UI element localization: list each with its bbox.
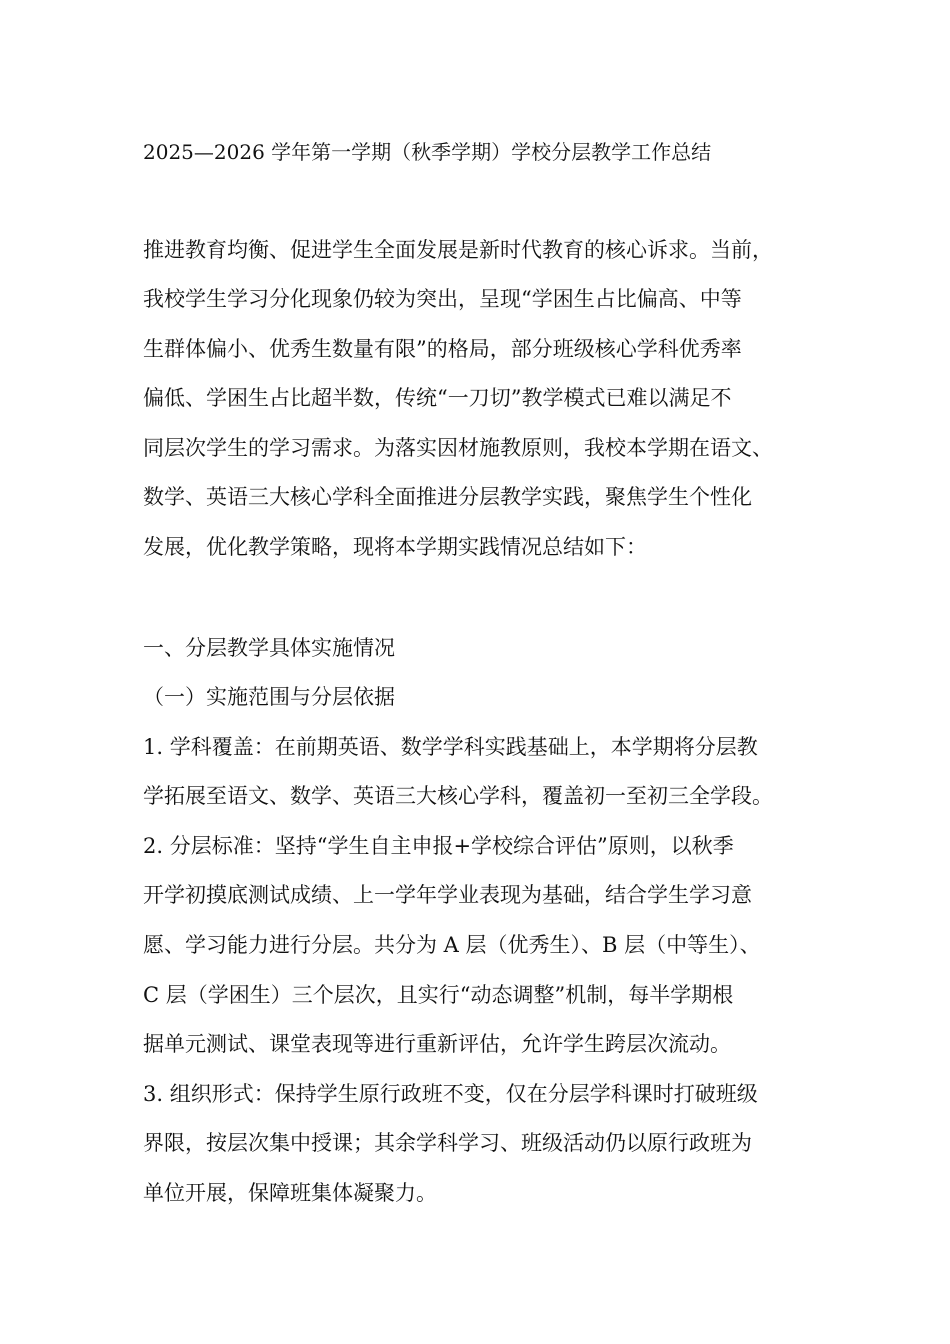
list-item: C 层（学困生）三个层次，且实行“动态调整”机制，每半学期根 bbox=[143, 983, 734, 1007]
list-item: 界限，按层次集中授课；其余学科学习、班级活动仍以原行政班为 bbox=[143, 1131, 752, 1155]
intro-line: 同层次学生的学习需求。为落实因材施教原则，我校本学期在语文、 bbox=[143, 436, 773, 460]
list-item: 据单元测试、课堂表现等进行重新评估，允许学生跨层次流动。 bbox=[143, 1032, 731, 1056]
intro-line: 数学、英语三大核心学科全面推进分层教学实践，聚焦学生个性化 bbox=[143, 485, 752, 509]
intro-line: 偏低、学困生占比超半数，传统“一刀切”教学模式已难以满足不 bbox=[143, 386, 732, 410]
list-item: 开学初摸底测试成绩、上一学年学业表现为基础，结合学生学习意 bbox=[143, 883, 752, 907]
list-item: 2. 分层标准：坚持“学生自主申报+学校综合评估”原则，以秋季 bbox=[143, 834, 734, 858]
document-title: 2025—2026 学年第一学期（秋季学期）学校分层教学工作总结 bbox=[143, 140, 712, 164]
intro-line: 发展，优化教学策略，现将本学期实践情况总结如下： bbox=[143, 535, 647, 559]
list-item: 1. 学科覆盖：在前期英语、数学学科实践基础上，本学期将分层教 bbox=[143, 735, 758, 759]
list-item: 3. 组织形式：保持学生原行政班不变，仅在分层学科课时打破班级 bbox=[143, 1082, 758, 1106]
intro-line: 我校学生学习分化现象仍较为突出，呈现“学困生占比偏高、中等 bbox=[143, 287, 742, 311]
list-item: 愿、学习能力进行分层。共分为 A 层（优秀生）、B 层（中等生）、 bbox=[143, 933, 761, 957]
intro-line: 推进教育均衡、促进学生全面发展是新时代教育的核心诉求。当前， bbox=[143, 238, 773, 262]
list-item: 单位开展，保障班集体凝聚力。 bbox=[143, 1181, 437, 1205]
intro-line: 生群体偏小、优秀生数量有限”的格局，部分班级核心学科优秀率 bbox=[143, 337, 742, 361]
subsection-heading: （一）实施范围与分层依据 bbox=[143, 685, 395, 709]
list-item: 学拓展至语文、数学、英语三大核心学科，覆盖初一至初三全学段。 bbox=[143, 784, 773, 808]
section-heading: 一、分层教学具体实施情况 bbox=[143, 636, 395, 660]
